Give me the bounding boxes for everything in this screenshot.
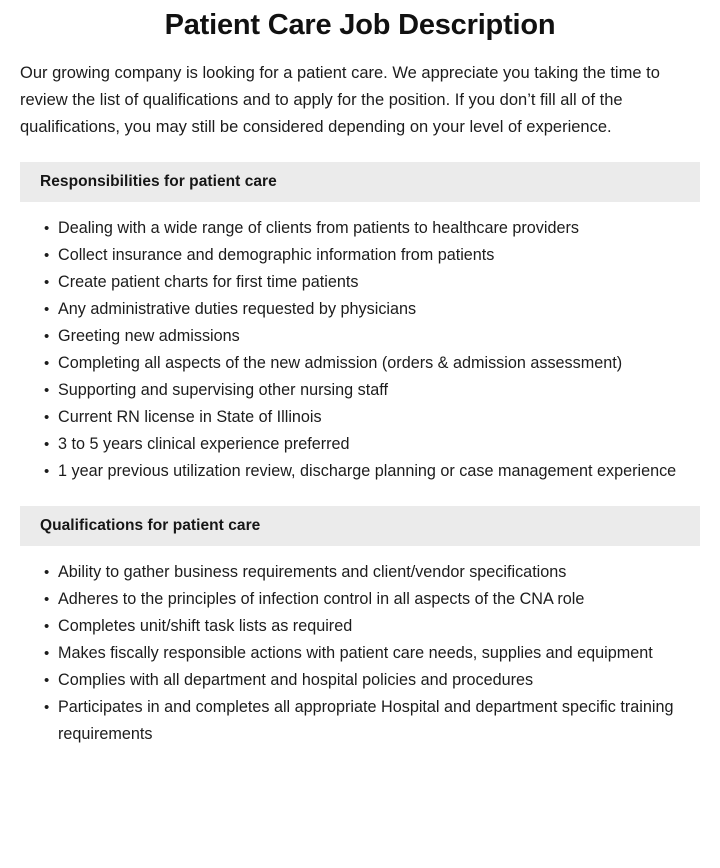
- section-responsibilities: [0, 162, 720, 485]
- list-item: • Completes unit/shift task lists as required: [45, 613, 700, 640]
- list-item: • Dealing with a wide range of clients from patients to healthcare providers: [45, 215, 700, 242]
- section-header-band-responsibilities: [20, 162, 700, 202]
- section-heading-responsibilities: Responsibilities for patient care: [40, 173, 277, 190]
- page-title: Patient Care Job Description: [164, 9, 556, 41]
- list-item: • 3 to 5 years clinical experience preferred: [45, 431, 700, 458]
- list-item: • Complies with all department and hospital policies and procedures: [45, 667, 700, 694]
- list-item: • Participates in and completes all appropriate Hospital and department specific training requirements: [45, 694, 700, 748]
- section-qualifications: [0, 506, 720, 748]
- list-item: • Collect insurance and demographic information from patients: [45, 242, 700, 269]
- list-item: • 1 year previous utilization review, discharge planning or case management experience: [45, 458, 700, 485]
- intro-paragraph: Our growing company is looking for a patient care. We appreciate you taking the time to review the list of qualifications and to apply for the position. If you don’t fill all of the qualifications, you may still be considered depending on your level of experience.: [20, 64, 660, 136]
- list-item: • Completing all aspects of the new admission (orders & admission assessment): [45, 350, 700, 377]
- list-item: • Makes fiscally responsible actions with patient care needs, supplies and equipment: [45, 640, 700, 667]
- list-item: • Ability to gather business requirements and client/vendor specifications: [45, 559, 700, 586]
- list-item: • Supporting and supervising other nursing staff: [45, 377, 700, 404]
- list-item: • Adheres to the principles of infection control in all aspects of the CNA role: [45, 586, 700, 613]
- list-item: • Current RN license in State of Illinois: [45, 404, 700, 431]
- qualifications-list: [0, 559, 720, 748]
- section-header-band-qualifications: [20, 506, 700, 546]
- list-item: • Greeting new admissions: [45, 323, 700, 350]
- section-heading-qualifications: Qualifications for patient care: [40, 517, 261, 534]
- list-item: • Create patient charts for first time patients: [45, 269, 700, 296]
- responsibilities-list: [0, 215, 720, 485]
- list-item: • Any administrative duties requested by physicians: [45, 296, 700, 323]
